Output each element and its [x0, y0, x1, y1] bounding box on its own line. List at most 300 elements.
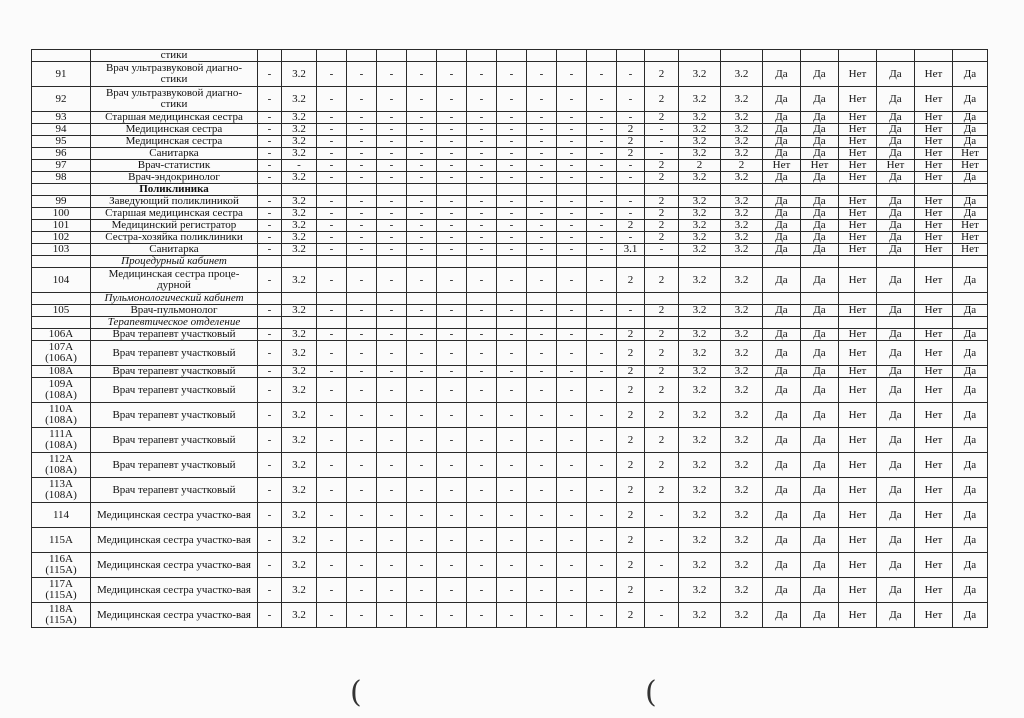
empty-cell	[347, 317, 377, 329]
table-cell: -	[317, 366, 347, 378]
empty-cell	[527, 293, 557, 305]
empty-cell	[645, 256, 679, 268]
row-number: 102	[32, 232, 91, 244]
empty-cell	[801, 184, 839, 196]
table-cell: -	[617, 305, 645, 317]
empty-cell	[953, 317, 988, 329]
empty-cell	[953, 293, 988, 305]
table-cell: Да	[877, 478, 915, 503]
table-row	[32, 305, 988, 317]
table-cell: -	[407, 528, 437, 553]
table-cell: 2	[645, 232, 679, 244]
table-cell: -	[377, 148, 407, 160]
table-row	[32, 136, 988, 148]
position-name: Врач терапевт участковый	[91, 453, 258, 478]
empty-cell	[763, 256, 801, 268]
table-cell: -	[258, 208, 282, 220]
table-cell: -	[407, 136, 437, 148]
table-cell: Да	[801, 220, 839, 232]
table-cell: Да	[877, 553, 915, 578]
table-cell: Нет	[801, 160, 839, 172]
table-cell: -	[467, 503, 497, 528]
table-cell: Нет	[839, 378, 877, 403]
empty-cell	[617, 293, 645, 305]
empty-cell	[679, 293, 721, 305]
table-cell: -	[557, 603, 587, 628]
table-cell: 3.2	[282, 244, 317, 256]
table-cell: -	[497, 124, 527, 136]
empty-cell	[839, 293, 877, 305]
table-cell: -	[527, 553, 557, 578]
table-cell: -	[437, 136, 467, 148]
table-row	[32, 428, 988, 453]
table-cell: Да	[763, 112, 801, 124]
table-cell: Да	[801, 603, 839, 628]
table-cell: -	[317, 244, 347, 256]
table-cell: -	[587, 329, 617, 341]
table-cell: 3.2	[282, 553, 317, 578]
table-cell: 2	[645, 428, 679, 453]
table-cell: -	[437, 305, 467, 317]
table-cell: -	[467, 87, 497, 112]
table-cell: Да	[877, 220, 915, 232]
table-cell: Да	[953, 172, 988, 184]
empty-cell	[347, 256, 377, 268]
table-cell: 3.2	[282, 172, 317, 184]
table-cell: 2	[617, 329, 645, 341]
empty-cell	[877, 256, 915, 268]
table-cell: 2	[617, 603, 645, 628]
table-cell: 2	[645, 453, 679, 478]
table-cell: -	[557, 403, 587, 428]
table-cell: -	[407, 578, 437, 603]
table-cell: 3.2	[721, 124, 763, 136]
empty-cell	[763, 50, 801, 62]
table-cell: Да	[877, 578, 915, 603]
table-cell: -	[467, 268, 497, 293]
empty-cell	[282, 256, 317, 268]
row-number: 97	[32, 160, 91, 172]
table-cell: -	[557, 160, 587, 172]
table-cell: 2	[617, 403, 645, 428]
table-cell: 2	[645, 305, 679, 317]
table-cell: -	[437, 148, 467, 160]
row-number: 112А (108А)	[32, 453, 91, 478]
table-cell: Да	[877, 124, 915, 136]
table-cell: -	[527, 305, 557, 317]
position-name: Медицинская сестра участко-вая	[91, 603, 258, 628]
table-cell: -	[407, 148, 437, 160]
table-cell: Да	[953, 268, 988, 293]
empty-cell	[32, 256, 91, 268]
table-cell: -	[557, 478, 587, 503]
table-cell: -	[377, 268, 407, 293]
table-cell: Нет	[915, 244, 953, 256]
table-cell: -	[347, 403, 377, 428]
table-cell: Да	[763, 366, 801, 378]
table-cell: -	[497, 220, 527, 232]
table-cell: -	[527, 244, 557, 256]
empty-cell	[721, 256, 763, 268]
table-cell: -	[467, 208, 497, 220]
table-cell: -	[557, 553, 587, 578]
table-cell: Да	[763, 428, 801, 453]
table-cell: Нет	[915, 603, 953, 628]
table-cell: Да	[953, 112, 988, 124]
table-cell: -	[497, 112, 527, 124]
table-cell: Да	[801, 341, 839, 366]
table-cell: 2	[645, 378, 679, 403]
empty-cell	[679, 50, 721, 62]
table-cell: Да	[801, 232, 839, 244]
table-cell: Нет	[915, 196, 953, 208]
table-row	[32, 528, 988, 553]
table-cell: -	[377, 403, 407, 428]
table-cell: Да	[877, 528, 915, 553]
table-cell: -	[557, 244, 587, 256]
table-cell: 2	[721, 160, 763, 172]
table-cell: -	[377, 87, 407, 112]
empty-cell	[877, 293, 915, 305]
table-cell: Нет	[915, 87, 953, 112]
table-cell: 3.2	[282, 341, 317, 366]
table-cell: Нет	[839, 305, 877, 317]
table-cell: -	[527, 403, 557, 428]
table-cell: 2	[645, 62, 679, 87]
table-row	[32, 244, 988, 256]
table-cell: 3.2	[282, 378, 317, 403]
table-cell: -	[317, 87, 347, 112]
table-cell: Да	[801, 124, 839, 136]
table-cell: -	[467, 172, 497, 184]
table-cell: Нет	[839, 268, 877, 293]
table-cell: -	[258, 62, 282, 87]
table-cell: Нет	[839, 112, 877, 124]
table-cell: Да	[801, 428, 839, 453]
table-cell: -	[527, 148, 557, 160]
table-cell: -	[467, 366, 497, 378]
empty-cell	[437, 184, 467, 196]
table-cell: -	[497, 378, 527, 403]
table-cell: Да	[763, 503, 801, 528]
table-cell: -	[527, 196, 557, 208]
table-cell: -	[497, 478, 527, 503]
empty-cell	[317, 293, 347, 305]
table-cell: 3.2	[679, 578, 721, 603]
empty-cell	[317, 50, 347, 62]
table-cell: -	[377, 232, 407, 244]
table-cell: -	[347, 341, 377, 366]
table-cell: -	[258, 578, 282, 603]
position-name: Врач терапевт участковый	[91, 478, 258, 503]
table-cell: 2	[617, 220, 645, 232]
position-name: Медицинская сестра участко-вая	[91, 578, 258, 603]
row-number: 104	[32, 268, 91, 293]
table-cell: Нет	[953, 148, 988, 160]
table-cell: 3.2	[282, 136, 317, 148]
table-cell: -	[497, 453, 527, 478]
table-cell: -	[467, 478, 497, 503]
table-cell: -	[527, 87, 557, 112]
table-cell: 3.2	[721, 136, 763, 148]
table-cell: -	[258, 378, 282, 403]
table-cell: Да	[763, 62, 801, 87]
table-cell: 3.2	[282, 196, 317, 208]
table-cell: Нет	[839, 453, 877, 478]
table-cell: Да	[763, 172, 801, 184]
empty-cell	[617, 184, 645, 196]
table-cell: -	[407, 603, 437, 628]
table-cell: -	[407, 366, 437, 378]
section-title: Поликлиника	[91, 184, 258, 196]
empty-cell	[953, 50, 988, 62]
empty-cell	[437, 256, 467, 268]
table-cell: Да	[763, 220, 801, 232]
table-cell: -	[317, 428, 347, 453]
table-row	[32, 112, 988, 124]
table-cell: Да	[763, 453, 801, 478]
table-cell: 3.2	[282, 366, 317, 378]
table-cell: Да	[877, 403, 915, 428]
table-cell: -	[617, 232, 645, 244]
table-cell: 3.2	[679, 453, 721, 478]
empty-cell	[317, 317, 347, 329]
table-row	[32, 196, 988, 208]
empty-cell	[839, 184, 877, 196]
table-cell: -	[258, 196, 282, 208]
table-cell: -	[317, 603, 347, 628]
table-cell: Да	[953, 453, 988, 478]
table-cell: 3.2	[282, 329, 317, 341]
empty-cell	[258, 317, 282, 329]
row-number: 100	[32, 208, 91, 220]
table-row	[32, 87, 988, 112]
table-cell: -	[377, 196, 407, 208]
empty-cell	[258, 184, 282, 196]
table-cell: 2	[645, 160, 679, 172]
table-cell: -	[557, 428, 587, 453]
table-cell: Да	[763, 528, 801, 553]
table-cell: Да	[877, 341, 915, 366]
table-cell: -	[347, 112, 377, 124]
table-cell: -	[557, 220, 587, 232]
table-cell: -	[497, 172, 527, 184]
table-cell: -	[347, 232, 377, 244]
table-cell: Да	[763, 196, 801, 208]
table-cell: Да	[763, 378, 801, 403]
table-cell: -	[467, 124, 497, 136]
table-cell: 3.2	[282, 428, 317, 453]
empty-cell	[32, 317, 91, 329]
table-cell: -	[437, 112, 467, 124]
table-cell: 3.2	[721, 478, 763, 503]
table-cell: -	[587, 220, 617, 232]
table-row	[32, 160, 988, 172]
table-cell: 2	[617, 136, 645, 148]
table-cell: -	[587, 208, 617, 220]
table-cell: -	[258, 124, 282, 136]
table-cell: 3.2	[282, 528, 317, 553]
row-number: 108А	[32, 366, 91, 378]
table-cell: Да	[763, 124, 801, 136]
table-cell: 3.2	[721, 403, 763, 428]
table-cell: -	[317, 148, 347, 160]
row-number: 103	[32, 244, 91, 256]
row-number: 91	[32, 62, 91, 87]
empty-cell	[497, 50, 527, 62]
table-cell: -	[587, 403, 617, 428]
table-cell: Да	[953, 196, 988, 208]
row-number: 109А (108А)	[32, 378, 91, 403]
table-cell: Да	[953, 428, 988, 453]
table-cell: Да	[763, 329, 801, 341]
table-cell: -	[617, 208, 645, 220]
table-cell: -	[467, 305, 497, 317]
position-name: Врач ультразвуковой диагно-стики	[91, 62, 258, 87]
table-cell: -	[258, 136, 282, 148]
empty-cell	[467, 256, 497, 268]
table-cell: -	[437, 341, 467, 366]
table-cell: -	[377, 553, 407, 578]
table-cell: Нет	[839, 196, 877, 208]
table-cell: -	[497, 87, 527, 112]
table-cell: Нет	[839, 366, 877, 378]
table-row	[32, 172, 988, 184]
table-cell: Нет	[915, 553, 953, 578]
table-cell: Нет	[915, 341, 953, 366]
table-cell: -	[497, 528, 527, 553]
table-cell: -	[377, 603, 407, 628]
table-cell: -	[467, 220, 497, 232]
empty-cell	[763, 184, 801, 196]
table-cell: -	[258, 403, 282, 428]
table-cell: -	[347, 268, 377, 293]
table-cell: -	[317, 453, 347, 478]
table-cell: -	[557, 208, 587, 220]
table-cell: -	[557, 305, 587, 317]
table-cell: -	[527, 172, 557, 184]
table-body	[32, 50, 988, 628]
table-cell: -	[347, 136, 377, 148]
table-cell: -	[347, 603, 377, 628]
empty-cell	[467, 184, 497, 196]
subsection-row	[32, 256, 988, 268]
table-cell: -	[557, 148, 587, 160]
table-cell: -	[407, 305, 437, 317]
table-cell: 3.2	[679, 268, 721, 293]
table-cell: -	[497, 603, 527, 628]
empty-cell	[877, 184, 915, 196]
table-cell: Нет	[839, 578, 877, 603]
table-cell: 3.2	[282, 112, 317, 124]
table-cell: -	[377, 112, 407, 124]
table-cell: -	[497, 578, 527, 603]
table-cell: -	[377, 305, 407, 317]
table-cell: -	[407, 341, 437, 366]
table-cell: 3.2	[282, 124, 317, 136]
table-cell: 3.2	[282, 403, 317, 428]
table-cell: Да	[801, 208, 839, 220]
table-cell: -	[587, 478, 617, 503]
empty-cell	[347, 293, 377, 305]
table-cell: -	[317, 268, 347, 293]
empty-cell	[645, 50, 679, 62]
stamp-mark: (	[350, 675, 362, 710]
special-assessment-table	[31, 49, 988, 628]
table-cell: -	[587, 148, 617, 160]
table-cell: Да	[877, 603, 915, 628]
table-cell: -	[557, 136, 587, 148]
table-cell: Да	[763, 603, 801, 628]
table-cell: -	[497, 329, 527, 341]
table-cell: 3.2	[282, 305, 317, 317]
table-cell: 3.2	[721, 603, 763, 628]
table-cell: -	[437, 553, 467, 578]
table-cell: 3.2	[679, 87, 721, 112]
row-number: 101	[32, 220, 91, 232]
table-cell: -	[317, 503, 347, 528]
empty-cell	[377, 293, 407, 305]
table-cell: -	[407, 220, 437, 232]
table-cell: -	[347, 366, 377, 378]
table-cell: Нет	[915, 172, 953, 184]
table-cell: -	[527, 220, 557, 232]
table-cell: 3.2	[679, 403, 721, 428]
table-cell: Нет	[839, 148, 877, 160]
table-cell: Да	[877, 196, 915, 208]
position-name: Врач-пульмонолог	[91, 305, 258, 317]
table-cell: -	[617, 160, 645, 172]
table-cell: Нет	[915, 478, 953, 503]
table-cell: -	[557, 366, 587, 378]
table-cell: -	[377, 453, 407, 478]
position-name: Медицинская сестра участко-вая	[91, 528, 258, 553]
empty-cell	[617, 317, 645, 329]
table-cell: -	[258, 87, 282, 112]
table-cell: -	[407, 208, 437, 220]
table-cell: -	[497, 268, 527, 293]
position-name: Медицинская сестра	[91, 124, 258, 136]
table-cell: -	[437, 378, 467, 403]
table-cell: -	[527, 428, 557, 453]
empty-cell	[527, 317, 557, 329]
table-cell: -	[587, 578, 617, 603]
table-cell: Да	[801, 305, 839, 317]
table-cell: -	[587, 428, 617, 453]
position-name: Врач-эндокринолог	[91, 172, 258, 184]
table-cell: -	[258, 453, 282, 478]
empty-cell	[467, 317, 497, 329]
table-cell: 2	[645, 329, 679, 341]
table-cell: Нет	[915, 503, 953, 528]
empty-cell	[282, 317, 317, 329]
table-row	[32, 268, 988, 293]
row-number: 96	[32, 148, 91, 160]
table-cell: Да	[877, 378, 915, 403]
empty-cell	[587, 184, 617, 196]
empty-cell	[437, 293, 467, 305]
table-cell: Да	[763, 578, 801, 603]
position-name: Врач терапевт участковый	[91, 341, 258, 366]
empty-cell	[258, 293, 282, 305]
table-cell: -	[557, 124, 587, 136]
stamp-mark: (	[645, 675, 657, 710]
table-cell: -	[407, 160, 437, 172]
table-cell: Да	[801, 478, 839, 503]
empty-cell	[587, 256, 617, 268]
empty-cell	[587, 317, 617, 329]
table-cell: Нет	[915, 329, 953, 341]
